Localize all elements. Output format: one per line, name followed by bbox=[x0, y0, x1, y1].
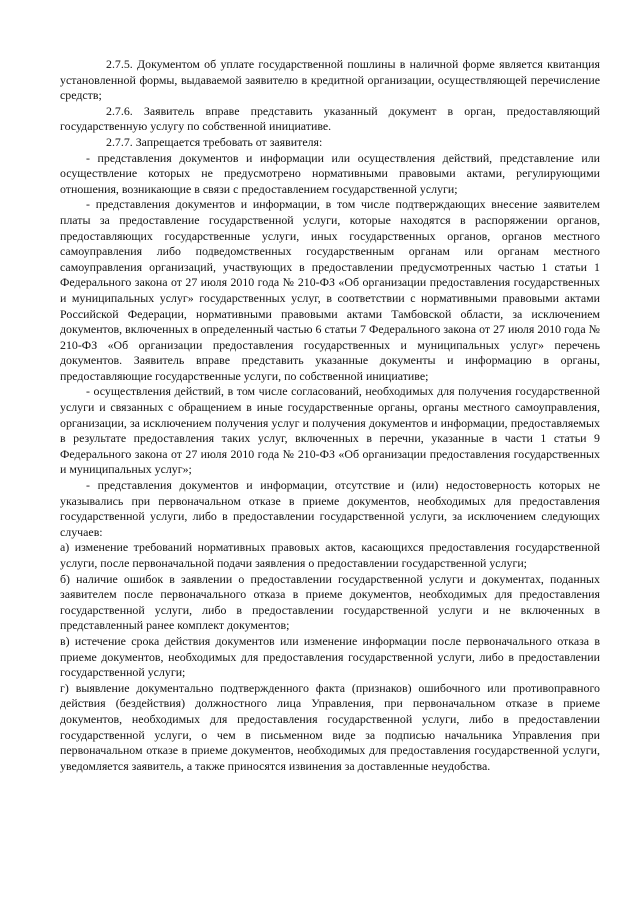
paragraph-2-7-5: 2.7.5. Документом об уплате государственной пошлины в наличной форме является квитанция установленной формы, выдаваемой заявителю в кредитной организации, осуществляющей перечисление средств; bbox=[60, 57, 600, 103]
exception-item-b: б) наличие ошибок в заявлении о предоставлении государственной услуги и документах, поданных заявителем после первоначального отказа в приеме документов, необходимых для предоставления государственной услуги, либо в предоставлении государственной услуги и не включенных в представленный ранее комплект документов; bbox=[60, 571, 600, 633]
exception-item-v: в) истечение срока действия документов или изменение информации после первоначального отказа в приеме документов, необходимых для предоставления государственной услуги, либо в предоставлении государственной услуги; bbox=[60, 633, 600, 680]
paragraph-2-7-6: 2.7.6. Заявитель вправе представить указанный документ в орган, предоставляющий государственную услугу по собственной инициативе. bbox=[60, 103, 600, 134]
list-item: - представления документов и информации, в том числе подтверждающих внесение заявителем платы за предоставление государственной услуги, которые находятся в распоряжении органов, предоставляющих государственные услуги, иных государственных органов, органов местного самоуправления либо подведомственных государственным органам или органам местного самоуправления организаций, участвующих в предоставлении предусмотренных частью 1 статьи 1 Федерального закона от 27 июля 2010 года № 210-ФЗ «Об организации предоставления государственных и муниципальных услуг» государственных услуг, в соответствии с нормативными правовыми актами Российской Федерации, нормативными правовыми актами Тамбовской области, за исключением документов, включенных в определенный частью 6 статьи 7 Федерального закона от 27 июля 2010 года № 210-ФЗ «Об организации предоставления государственных и муниципальных услуг» перечень документов. Заявитель вправе представить указанные документы и информацию в органы, предоставляющие государственные услуги, по собственной инициативе; bbox=[60, 197, 600, 383]
list-item: - представления документов и информации или осуществления действий, представление или осуществление которых не предусмотрено нормативными правовыми актами, регулирующими отношения, возникающие в связи с предоставлением государственной услуги; bbox=[60, 150, 600, 196]
document-page bbox=[60, 57, 600, 774]
list-item: - осуществления действий, в том числе согласований, необходимых для получения государственной услуги и связанных с обращением в иные государственные органы, органы местного самоуправления, организации, за исключением получения услуг и получения документов и информации, предоставляемых в результате предоставления таких услуг, включенных в перечни, указанные в части 1 статьи 9 Федерального закона от 27 июля 2010 года № 210-ФЗ «Об организации предоставления государственных и муниципальных услуг»; bbox=[60, 384, 600, 477]
list-item: - представления документов и информации, отсутствие и (или) недостоверность которых не указывались при первоначальном отказе в приеме документов, необходимых для предоставления государственной услуги, либо в предоставлении государственной услуги, за исключением следующих случаев: bbox=[60, 478, 600, 539]
paragraph-2-7-7: 2.7.7. Запрещается требовать от заявителя: bbox=[106, 134, 323, 149]
exception-item-a: а) изменение требований нормативных правовых актов, касающихся предоставления государственной услуги, после первоначальной подачи заявления о предоставлении государственной услуги; bbox=[60, 540, 600, 570]
exception-item-g: г) выявление документально подтвержденного факта (признаков) ошибочного или противоправного действия (бездействия) должностного лица Управления, при первоначальном отказе в приеме документов, необходимых для предоставления государственной услуги, либо в предоставлении государственной услуги, о чем в письменном виде за подписью начальника Управления при первоначальном отказе в приеме документов, необходимых для предоставления государственной услуги, уведомляется заявитель, а также приносятся извинения за доставленные неудобства. bbox=[60, 680, 600, 773]
